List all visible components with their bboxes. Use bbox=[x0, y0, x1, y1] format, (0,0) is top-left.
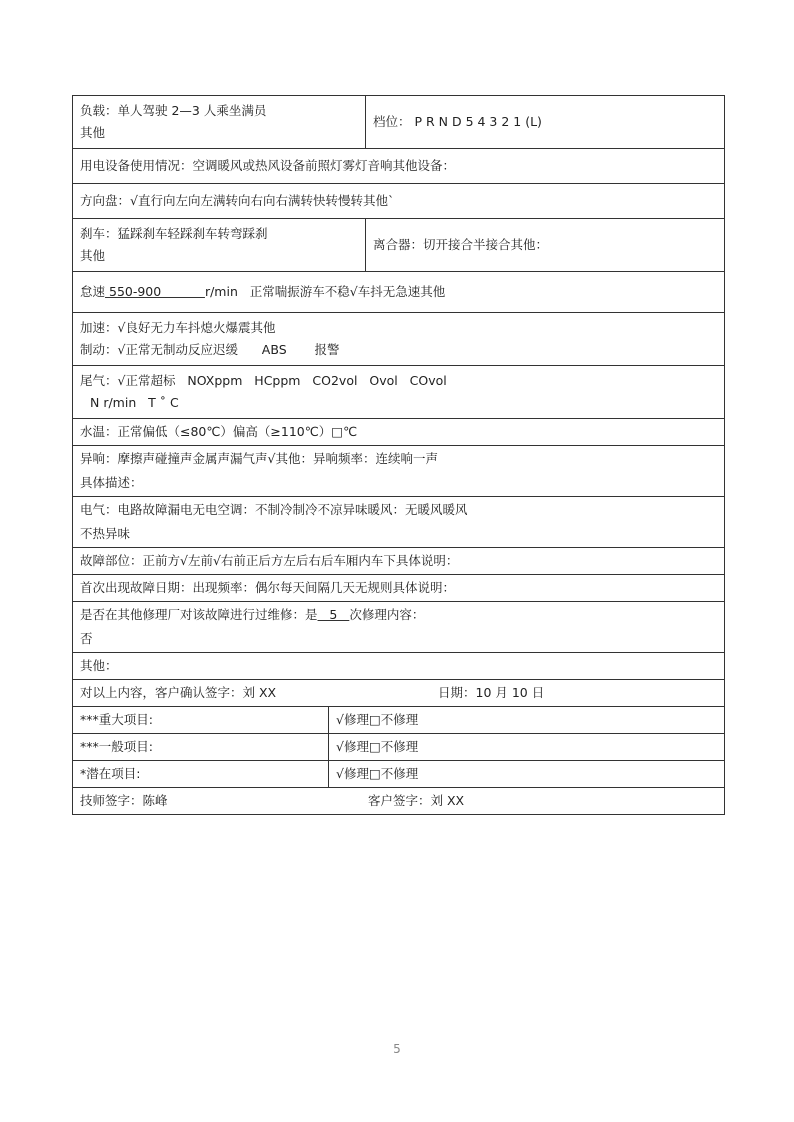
row-item-potential bbox=[73, 761, 725, 788]
item-label: ***重大项目: bbox=[73, 707, 329, 734]
braking-line: 制动：√正常无制动反应迟缓 ABS 报警 bbox=[80, 342, 340, 357]
electrical-usage: 用电设备使用情况：空调暖风或热风设备前照灯雾灯音响其他设备： bbox=[73, 149, 725, 184]
row-idle bbox=[73, 272, 725, 313]
page-number: 5 bbox=[393, 1042, 401, 1056]
exhaust-line-1: 尾气：√正常超标 NOXppm HCppm CO2vol Ovol COvol bbox=[80, 373, 447, 388]
electric-line-1: 电气：电路故障漏电无电空调：不制冷制冷不凉异味暖风：无暖风暖风 bbox=[80, 502, 468, 517]
noise-line-2: 具体描述： bbox=[80, 475, 143, 490]
brake-line-2: 其他 bbox=[80, 248, 106, 263]
noise-line-1: 异响：摩擦声碰撞声金属声漏气声√其他：异响频率：连续响一声 bbox=[80, 451, 438, 466]
item-value: √修理□不修理 bbox=[329, 734, 725, 761]
row-confirm bbox=[73, 680, 725, 707]
row-noise bbox=[73, 446, 725, 497]
row-signatures bbox=[73, 788, 725, 815]
first-fault: 首次出现故障日期：出现频率：偶尔每天间隔几天无规则具体说明： bbox=[73, 575, 725, 602]
load-cell bbox=[73, 96, 366, 149]
confirm-date: 日期：10 月 10 日 bbox=[438, 685, 545, 700]
customer-signature: 客户签字：刘 XX bbox=[368, 793, 465, 808]
idle-label: 怠速 bbox=[80, 284, 106, 299]
confirm-cell bbox=[73, 680, 725, 707]
row-water-temp bbox=[73, 419, 725, 446]
prior-repair-cell bbox=[73, 602, 725, 653]
row-prior-repair bbox=[73, 602, 725, 653]
prior-repair-prefix: 是否在其他修理厂对该故障进行过维修：是 bbox=[80, 607, 318, 622]
prior-repair-line-1 bbox=[80, 603, 717, 627]
row-brake-clutch bbox=[73, 219, 725, 272]
prior-repair-count: 5 bbox=[317, 607, 350, 622]
noise-cell bbox=[73, 446, 725, 497]
item-label: *潜在项目: bbox=[73, 761, 329, 788]
row-item-general bbox=[73, 734, 725, 761]
item-value: √修理□不修理 bbox=[329, 707, 725, 734]
water-temp: 水温：正常偏低（≤80℃）偏高（≥110℃）□℃ bbox=[73, 419, 725, 446]
fault-location: 故障部位：正前方√左前√右前正后方左后右后车厢内车下具体说明： bbox=[73, 548, 725, 575]
row-electric bbox=[73, 497, 725, 548]
exhaust-line-2: N r/min T ˚ C bbox=[90, 395, 179, 410]
customer-confirm: 对以上内容，客户确认签字：刘 XX bbox=[80, 685, 277, 700]
repair-inspection-form bbox=[72, 95, 725, 815]
steering: 方向盘：√直行向左向左满转向右向右满转快转慢转其他` bbox=[73, 184, 725, 219]
row-first-fault bbox=[73, 575, 725, 602]
accel-cell bbox=[73, 313, 725, 366]
row-item-major bbox=[73, 707, 725, 734]
electric-line-2: 不热异味 bbox=[80, 526, 131, 541]
clutch-cell: 离合器：切开接合半接合其他： bbox=[366, 219, 725, 272]
load-line-1: 负载：单人驾驶 2—3 人乘坐满员 bbox=[80, 103, 267, 118]
idle-cell bbox=[73, 272, 725, 313]
item-label: ***一般项目: bbox=[73, 734, 329, 761]
load-line-2: 其他 bbox=[80, 125, 106, 140]
row-exhaust bbox=[73, 366, 725, 419]
brake-cell bbox=[73, 219, 366, 272]
other: 其他： bbox=[73, 653, 725, 680]
item-value: √修理□不修理 bbox=[329, 761, 725, 788]
exhaust-cell bbox=[73, 366, 725, 419]
row-other bbox=[73, 653, 725, 680]
row-steering bbox=[73, 184, 725, 219]
idle-value: 550-900 bbox=[105, 284, 205, 299]
brake-line-1: 刹车：猛踩刹车轻踩刹车转弯踩刹 bbox=[80, 226, 268, 241]
prior-repair-line-2: 否 bbox=[80, 631, 93, 646]
row-load-gear bbox=[73, 96, 725, 149]
gear-cell: 档位： P R N D 5 4 3 2 1 (L) bbox=[366, 96, 725, 149]
row-fault-location bbox=[73, 548, 725, 575]
electric-cell bbox=[73, 497, 725, 548]
prior-repair-suffix: 次修理内容： bbox=[349, 607, 425, 622]
signatures-cell bbox=[73, 788, 725, 815]
idle-rest: r/min 正常喘振游车不稳√车抖无急速其他 bbox=[204, 284, 446, 299]
row-electrical-usage bbox=[73, 149, 725, 184]
technician-signature: 技师签字：陈峰 bbox=[80, 793, 168, 808]
row-accel-brake bbox=[73, 313, 725, 366]
accel-line-1: 加速：√良好无力车抖熄火爆震其他 bbox=[80, 320, 276, 335]
